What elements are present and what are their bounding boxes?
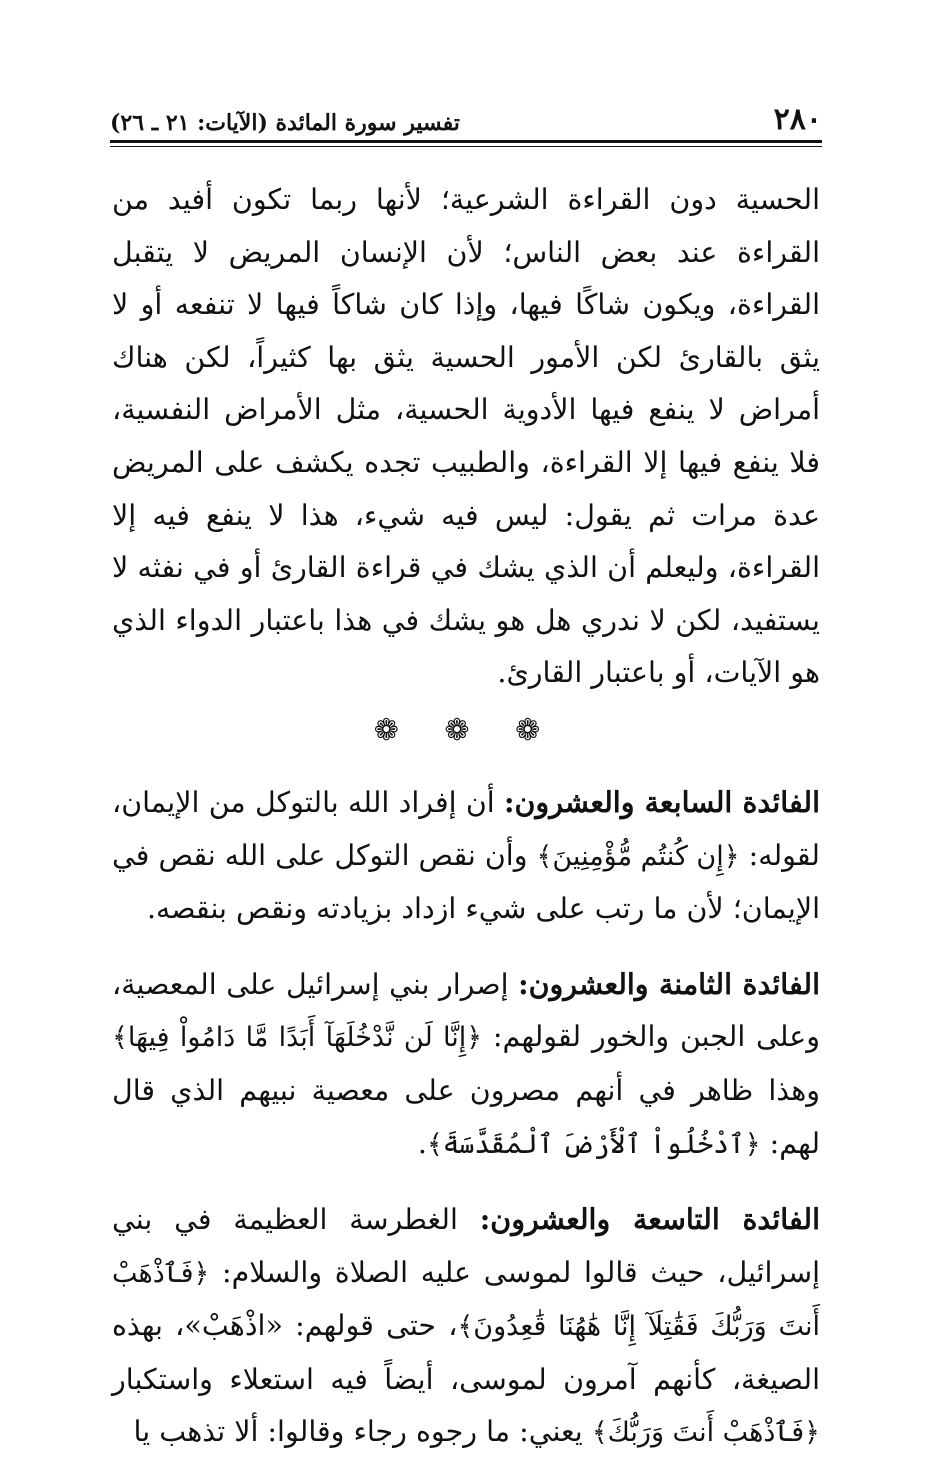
benefit-text: إصرار بني إسرائيل على المعصية، وعلى الجبن والخور لقولهم: — [112, 967, 820, 1054]
benefit-text: يعني: ما رجوه رجاء وقالوا: ألا تذهب يا — [133, 1415, 592, 1449]
header-rule-thin — [110, 146, 822, 147]
benefit-27 — [112, 776, 820, 936]
benefit-28 — [112, 958, 820, 1171]
page-number: ٢٨٠ — [773, 102, 822, 137]
benefit-text: . — [417, 1126, 427, 1160]
quran-verse: ﴿إِنَّا لَن نَّدْخُلَهَآ أَبَدًا مَّا دَامُواْ فِيهَا﴾ — [112, 1022, 483, 1054]
benefit-text: وأن نقص التوكل على الله نقص في الإيمان؛ لأن ما رتب على شيء ازداد بزيادته ونقص بنقصه. — [112, 838, 820, 926]
benefit-text: وهذا ظاهر في أنهم مصرون على معصية نبيهم الذي قال لهم: — [112, 1073, 820, 1160]
benefit-text: ، حتى قولهم: «اذْهَبْ»، بهذه الصيغة، كأنهم آمرون لموسى، أيضاً فيه استعلاء واستكبار — [112, 1309, 820, 1396]
header-rule-thick — [110, 140, 822, 143]
running-title: تفسير سورة المائدة (الآيات: ٢١ ـ ٢٦) — [110, 110, 460, 136]
quran-verse: ﴿ٱدْخُلُواْ ٱلْأَرْضَ ٱلْمُقَدَّسَةَ﴾ — [426, 1128, 761, 1160]
page-header — [110, 100, 822, 146]
paragraph-continuation: الحسية دون القراءة الشرعية؛ لأنها ربما تكون أفيد من القراءة عند بعض الناس؛ لأن الإنسان المريض لا يتقبل القراءة، ويكون شاكًا فيها، وإذا كان شاكاً فيها لا تنفعه أو لا يثق بالقارئ لكن الأمور الحسية يثق بها كثيراً، لكن هناك أمراض لا ينفع فيها الأدوية الحسية، مثل الأمراض النفسية، فلا ينفع فيها إلا القراءة، والطبيب تجده يكشف على المريض عدة مرات ثم يقول: ليس فيه شيء، هذا لا ينفع فيه إلا القراءة، وليعلم أن الذي يشك في قراءة القارئ أو في نفثه لا يستفيد، لكن لا ندري هل هو يشك في هذا باعتبار الدواء الذي هو الآيات، أو باعتبار القارئ. — [112, 183, 820, 690]
quran-verse: ﴿فَٱذْهَبْ أَنتَ وَرَبُّكَ﴾ — [591, 1417, 820, 1449]
quran-verse: ﴿إِن كُنتُم مُّؤْمِنِينَ﴾ — [536, 840, 740, 872]
benefit-text: أن إفراد الله بالتوكل من الإيمان، لقوله: — [112, 785, 820, 872]
benefit-text: الغطرسة العظيمة في بني إسرائيل، حيث قالوا لموسى عليه الصلاة والسلام: — [112, 1203, 820, 1289]
benefit-heading: الفائدة السابعة والعشرون: — [503, 784, 820, 819]
benefit-heading: الفائدة التاسعة والعشرون: — [479, 1202, 820, 1237]
quran-verse: ﴿فَٱذْهَبْ أَنتَ وَرَبُّكَ فَقَٰتِلَآ إِنَّا هَٰهُنَا قَٰعِدُونَ﴾ — [112, 1257, 820, 1343]
page-body — [112, 174, 820, 1460]
benefit-heading: الفائدة الثامنة والعشرون: — [518, 966, 820, 1001]
benefit-29 — [112, 1193, 820, 1460]
section-separator: ❁ ❁ ❁ — [373, 712, 559, 748]
